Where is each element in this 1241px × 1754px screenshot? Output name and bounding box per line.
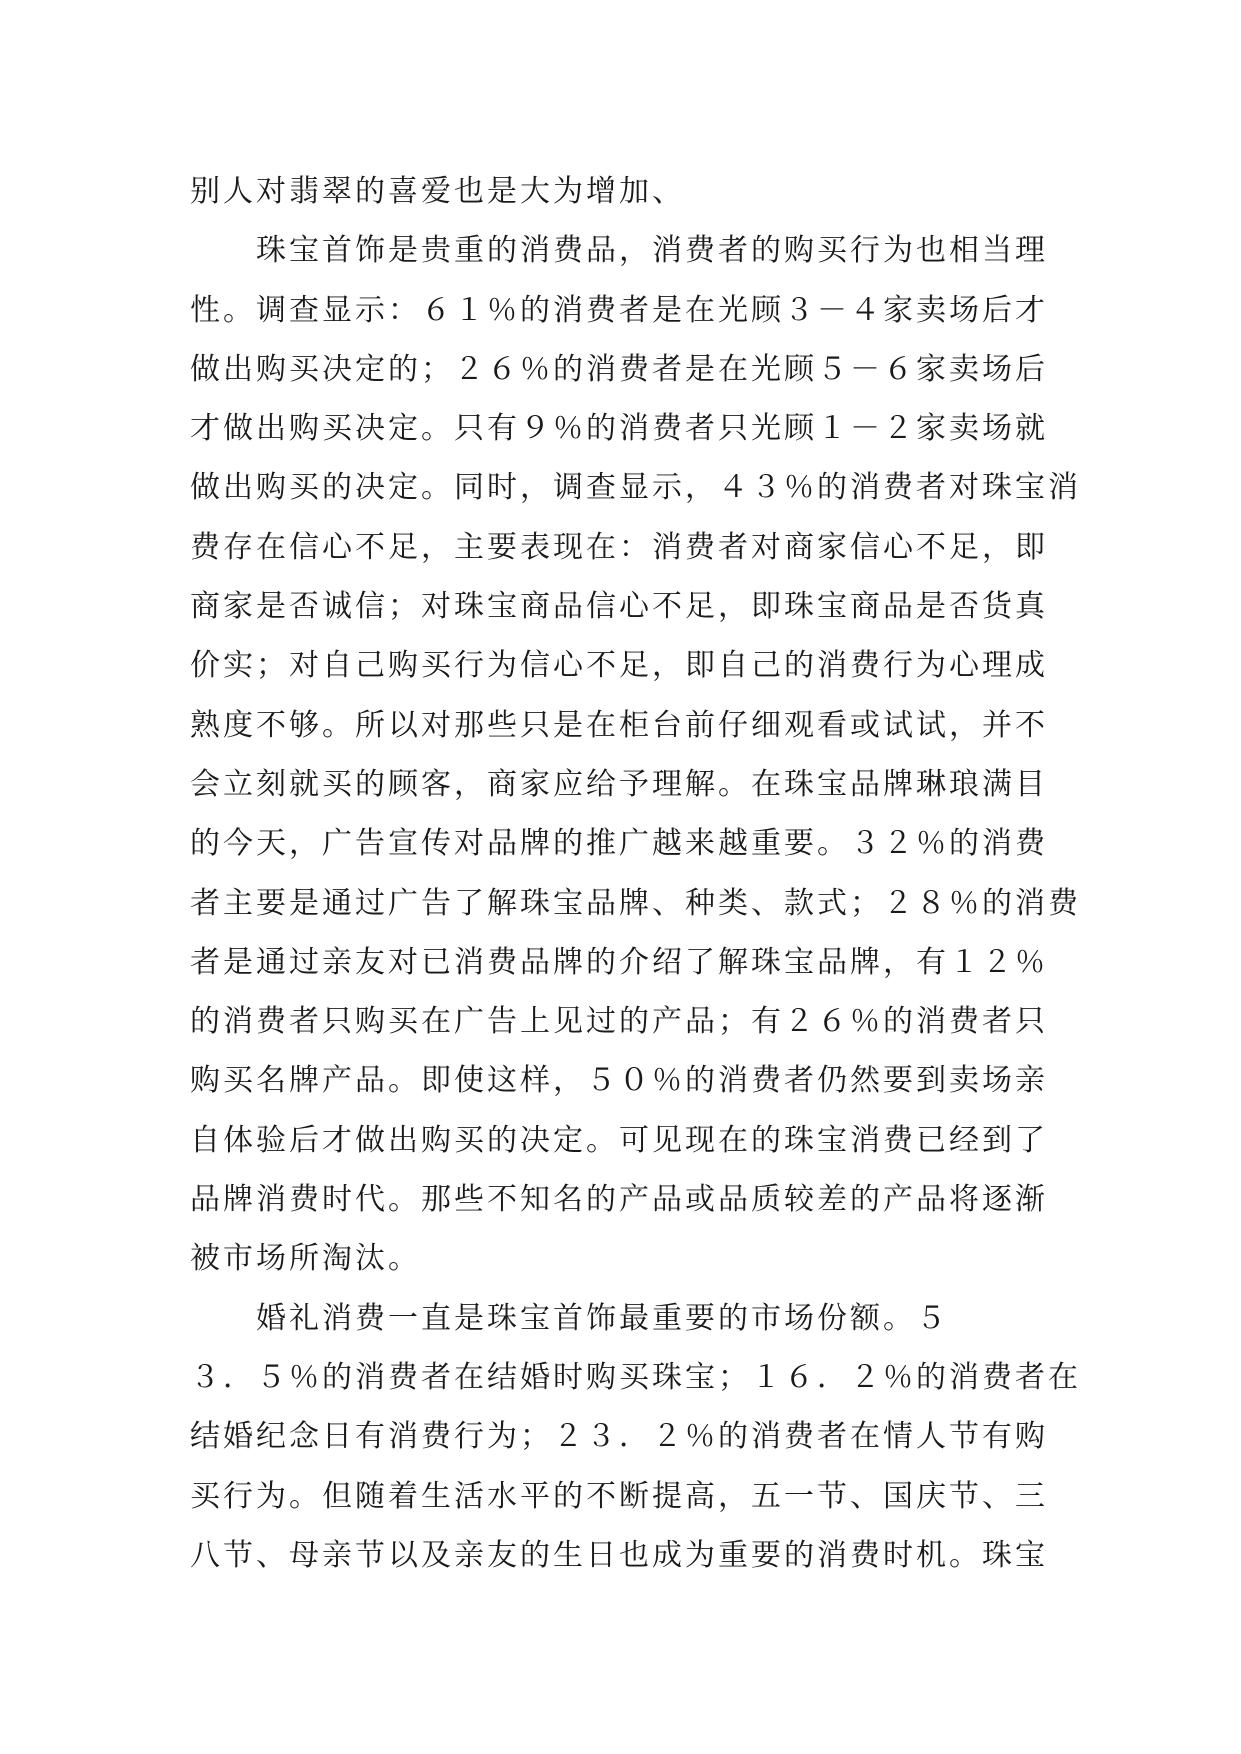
text-line: 婚礼消费一直是珠宝首饰最重要的市场份额。５ bbox=[190, 1300, 949, 1336]
body-text bbox=[190, 162, 1090, 1585]
text-line: 者主要是通过广告了解珠宝品牌、种类、款式；２８％的消费 bbox=[190, 885, 1081, 921]
text-line: 性。调查显示：６１％的消费者是在光顾３－４家卖场后才 bbox=[190, 292, 1048, 328]
text-line: 熟度不够。所以对那些只是在柜台前仔细观看或试试，并不 bbox=[190, 707, 1048, 743]
text-line: 做出购买的决定。同时，调查显示，４３％的消费者对珠宝消 bbox=[190, 470, 1081, 506]
text-line: 的消费者只购买在广告上见过的产品；有２６％的消费者只 bbox=[190, 1004, 1048, 1040]
text-line: 八节、母亲节以及亲友的生日也成为重要的消费时机。珠宝 bbox=[190, 1537, 1048, 1573]
text-line: 做出购买决定的；２６％的消费者是在光顾５－６家卖场后 bbox=[190, 351, 1048, 387]
text-line: 珠宝首饰是贵重的消费品，消费者的购买行为也相当理 bbox=[190, 233, 1048, 269]
text-line: 别人对翡翠的喜爱也是大为增加、 bbox=[190, 174, 685, 209]
text-line: 价实；对自己购买行为信心不足，即自己的消费行为心理成 bbox=[190, 648, 1048, 684]
text-line: 商家是否诚信；对珠宝商品信心不足，即珠宝商品是否货真 bbox=[190, 589, 1048, 625]
text-line: ３．５％的消费者在结婚时购买珠宝；１６．２％的消费者在 bbox=[190, 1359, 1081, 1395]
text-line: 者是通过亲友对已消费品牌的介绍了解珠宝品牌，有１２％ bbox=[190, 944, 1048, 980]
text-line: 才做出购买决定。只有９％的消费者只光顾１－２家卖场就 bbox=[190, 411, 1048, 447]
text-line: 自体验后才做出购买的决定。可见现在的珠宝消费已经到了 bbox=[190, 1122, 1048, 1158]
text-line: 结婚纪念日有消费行为；２３．２％的消费者在情人节有购 bbox=[190, 1419, 1048, 1455]
text-line: 买行为。但随着生活水平的不断提高，五一节、国庆节、三 bbox=[190, 1478, 1048, 1514]
text-line: 会立刻就买的顾客，商家应给予理解。在珠宝品牌琳琅满目 bbox=[190, 766, 1048, 802]
text-line: 费存在信心不足，主要表现在：消费者对商家信心不足，即 bbox=[190, 529, 1048, 565]
text-line: 品牌消费时代。那些不知名的产品或品质较差的产品将逐渐 bbox=[190, 1182, 1048, 1218]
text-line: 的今天，广告宣传对品牌的推广越来越重要。３２％的消费 bbox=[190, 826, 1048, 862]
text-line: 被市场所淘汰。 bbox=[190, 1241, 421, 1277]
text-line: 购买名牌产品。即使这样，５０％的消费者仍然要到卖场亲 bbox=[190, 1063, 1048, 1099]
